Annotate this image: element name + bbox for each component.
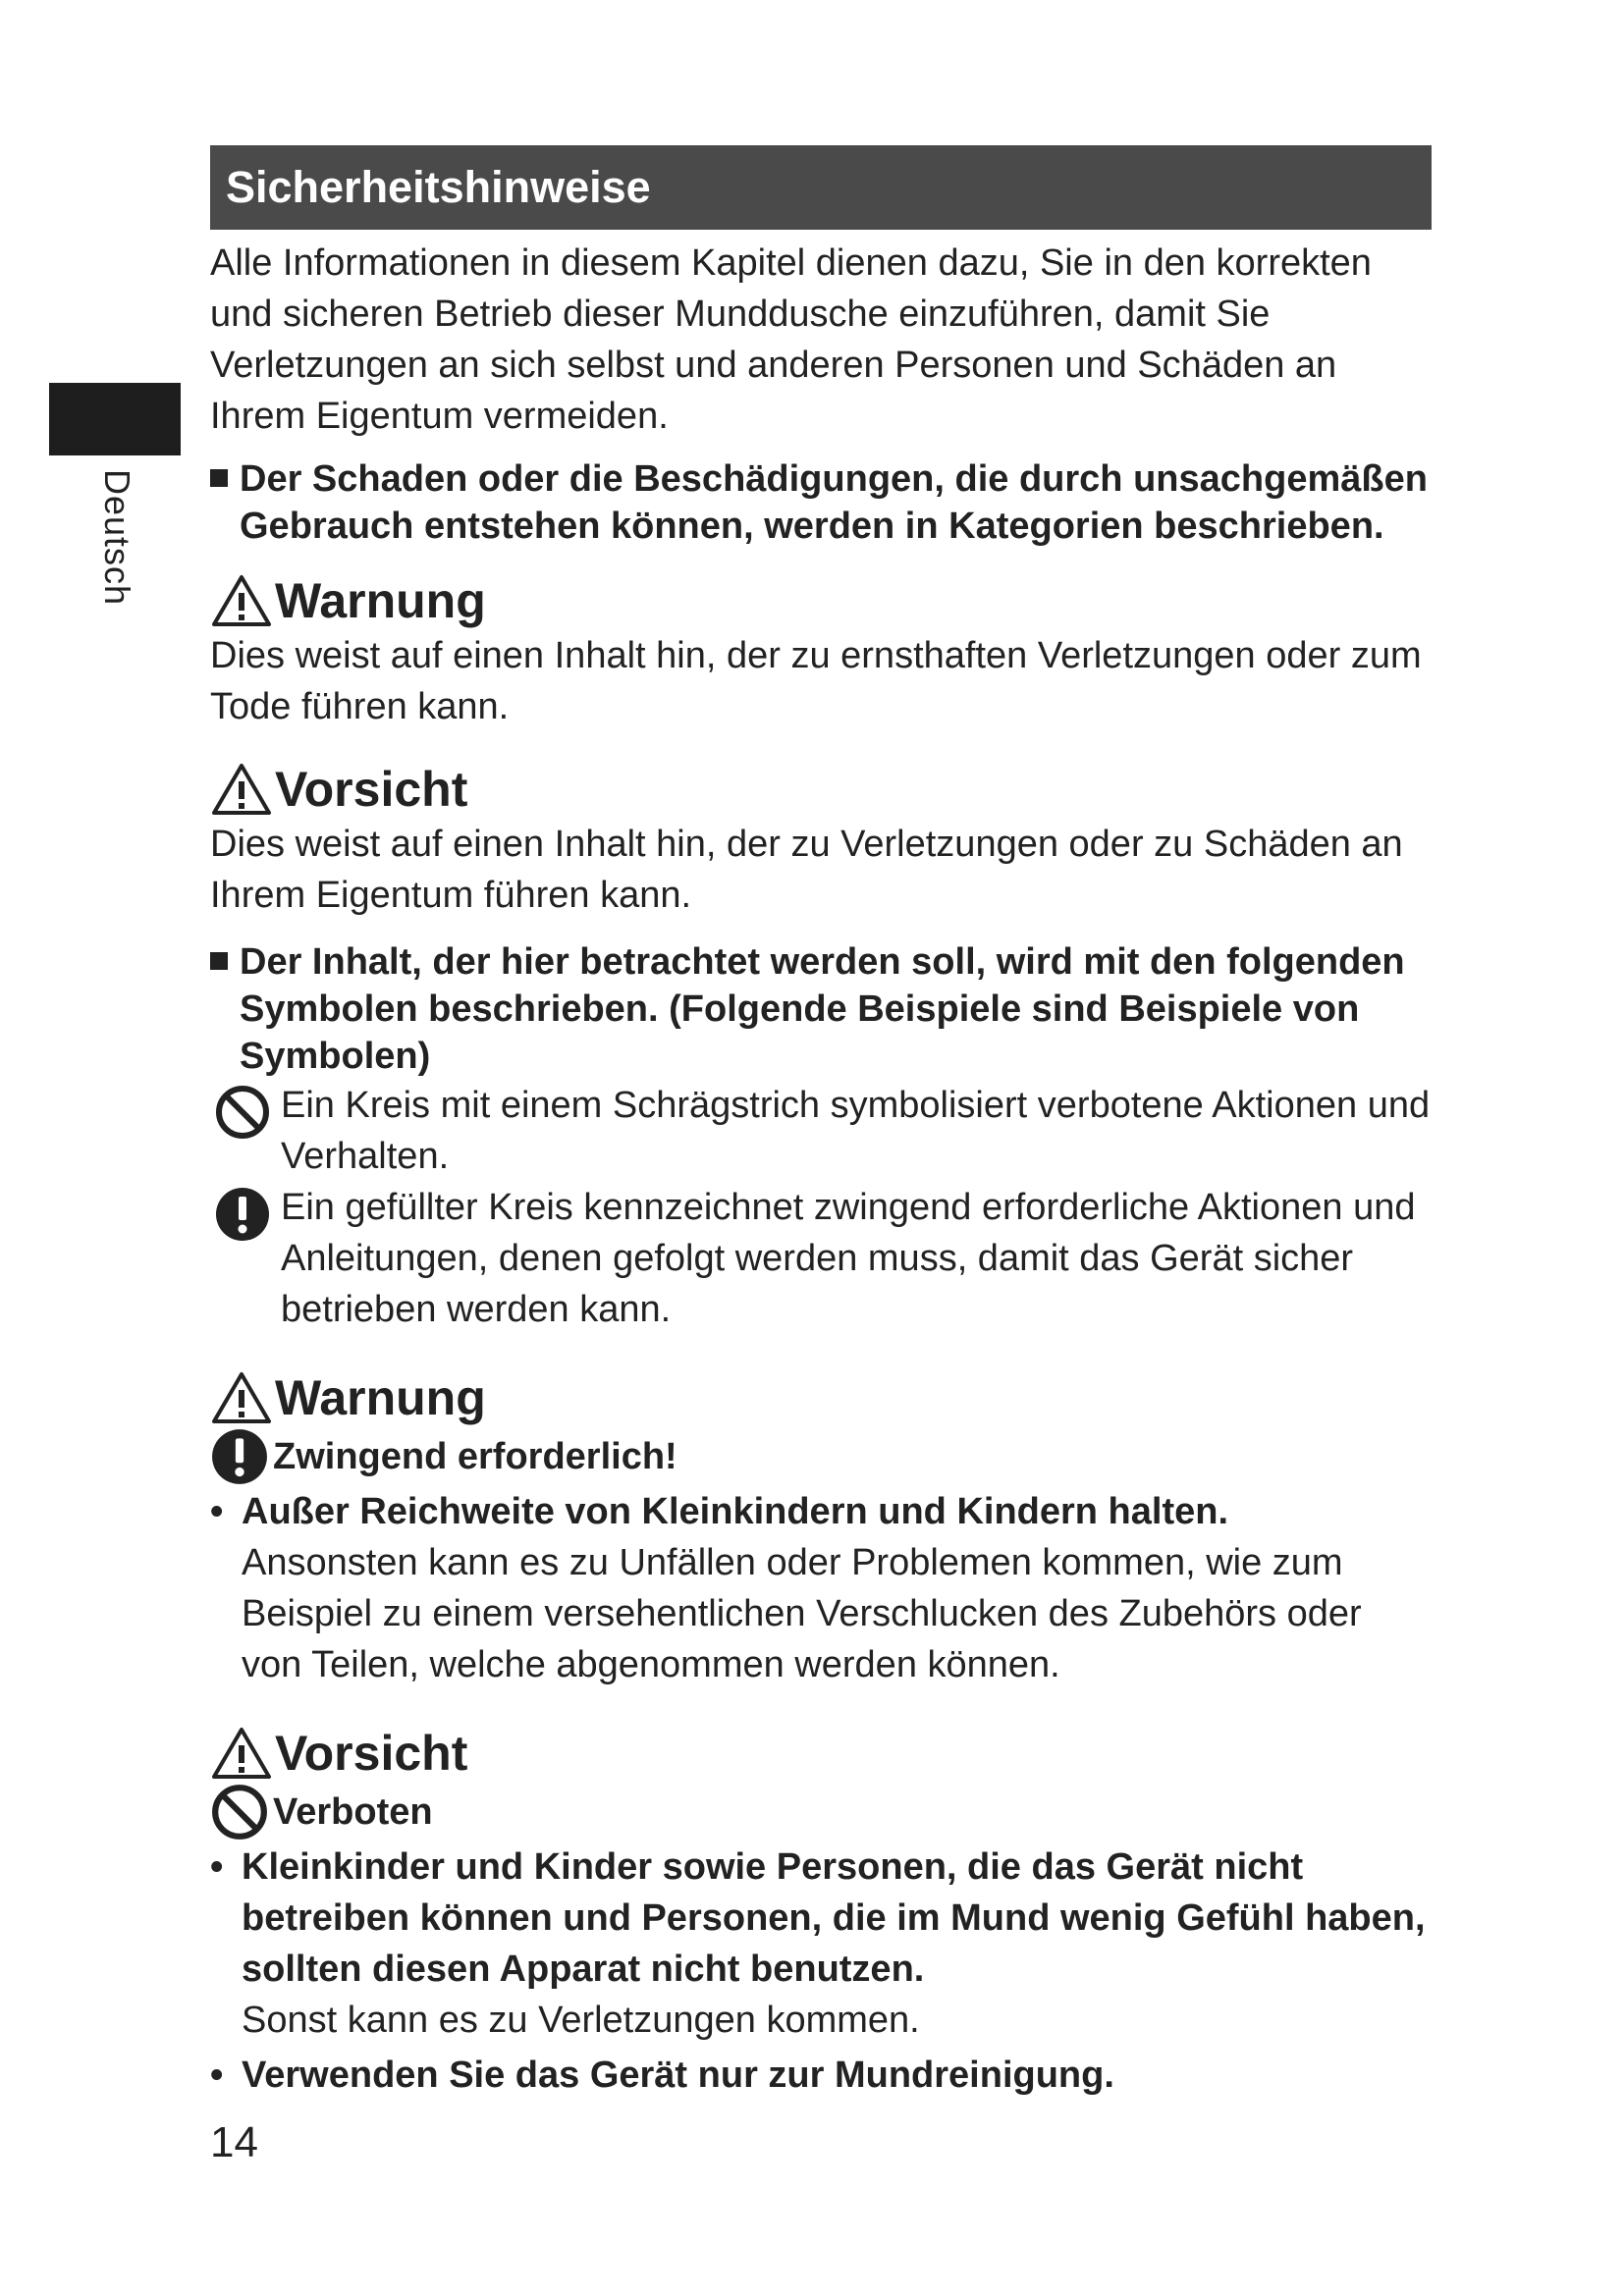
warning-definition-heading	[210, 571, 1432, 630]
mandatory-exclamation-icon	[214, 1186, 271, 1243]
warning-item-text: Ansonsten kann es zu Unfällen oder Problemen kommen, wie zum Beispiel zu einem versehentlichen Verschlucken des Zubehörs oder von Teilen, welche abgenommen werden können.	[242, 1542, 1362, 1685]
mandatory-subheading	[210, 1427, 1432, 1486]
warning-item-title: Außer Reichweite von Kleinkindern und Kindern halten.	[242, 1491, 1229, 1532]
warning-definition-title: Warnung	[275, 573, 486, 628]
mandatory-exclamation-icon	[210, 1427, 269, 1486]
warning-triangle-icon	[210, 1726, 273, 1781]
caution-item-text: Sonst kann es zu Verletzungen kommen.	[242, 2000, 920, 2041]
warning-triangle-icon	[210, 762, 273, 817]
prohibited-circle-icon	[214, 1084, 271, 1141]
bullet-dot-icon: •	[210, 1491, 224, 1532]
caution-section-heading	[210, 1724, 1432, 1783]
bullet-dot-icon: •	[210, 2055, 224, 2096]
warning-definition-text: Dies weist auf einen Inhalt hin, der zu ernsthaften Verletzungen oder zum Tode führen kann.	[210, 635, 1422, 727]
symbols-note	[210, 938, 1432, 1080]
categories-note	[210, 455, 1432, 550]
prohibited-circle-icon	[210, 1783, 269, 1842]
prohibited-subheading-text: Verboten	[273, 1791, 433, 1833]
caution-definition-text: Dies weist auf einen Inhalt hin, der zu Verletzungen oder zu Schäden an Ihrem Eigentum führen kann.	[210, 824, 1403, 916]
caution-section-title: Vorsicht	[275, 1726, 468, 1781]
mandatory-symbol-description	[210, 1182, 1432, 1335]
page-title: Sicherheitshinweise	[210, 145, 1432, 230]
language-tab-label: Deutsch	[97, 469, 137, 607]
caution-item-title: Kleinkinder und Kinder sowie Personen, die das Gerät nicht betreiben können und Personen, die im Mund wenig Gefühl haben, sollten diesen Apparat nicht benutzen.	[242, 1846, 1426, 1990]
main-content	[210, 145, 1432, 2101]
mandatory-subheading-text: Zwingend erforderlich!	[273, 1436, 677, 1477]
caution-item	[210, 1842, 1432, 2046]
categories-note-text: Der Schaden oder die Beschädigungen, die durch unsachgemäßen Gebrauch entstehen können, werden in Kategorien beschrieben.	[240, 458, 1428, 547]
prohibited-subheading	[210, 1783, 1432, 1842]
intro-paragraph: Alle Informationen in diesem Kapitel dienen dazu, Sie in den korrekten und sicheren Betrieb dieser Munddusche einzuführen, damit Sie Verletzungen an sich selbst und anderen Personen und Schäden an Ihrem Eigentum vermeiden.	[210, 242, 1372, 437]
caution-item	[210, 2050, 1432, 2101]
warning-section-heading	[210, 1368, 1432, 1427]
prohibited-symbol-description	[210, 1080, 1432, 1182]
warning-triangle-icon	[210, 1370, 273, 1425]
square-bullet-icon	[210, 952, 228, 970]
warning-section-title: Warnung	[275, 1370, 486, 1425]
warning-triangle-icon	[210, 573, 273, 628]
caution-definition-title: Vorsicht	[275, 762, 468, 817]
prohibited-symbol-text: Ein Kreis mit einem Schrägstrich symbolisiert verbotene Aktionen und Verhalten.	[281, 1085, 1431, 1177]
language-tab-marker	[49, 383, 181, 455]
caution-item-title: Verwenden Sie das Gerät nur zur Mundreinigung.	[242, 2055, 1114, 2096]
warning-item	[210, 1486, 1432, 1690]
page-number: 14	[210, 2118, 258, 2166]
caution-definition-heading	[210, 760, 1432, 819]
square-bullet-icon	[210, 469, 228, 487]
mandatory-symbol-text: Ein gefüllter Kreis kennzeichnet zwingend erforderliche Aktionen und Anleitungen, denen gefolgt werden muss, damit das Gerät sicher betrieben werden kann.	[281, 1187, 1416, 1330]
bullet-dot-icon: •	[210, 1846, 224, 1888]
symbols-note-text: Der Inhalt, der hier betrachtet werden soll, wird mit den folgenden Symbolen beschrieben. (Folgende Beispiele sind Beispiele von Symbolen)	[240, 941, 1405, 1077]
